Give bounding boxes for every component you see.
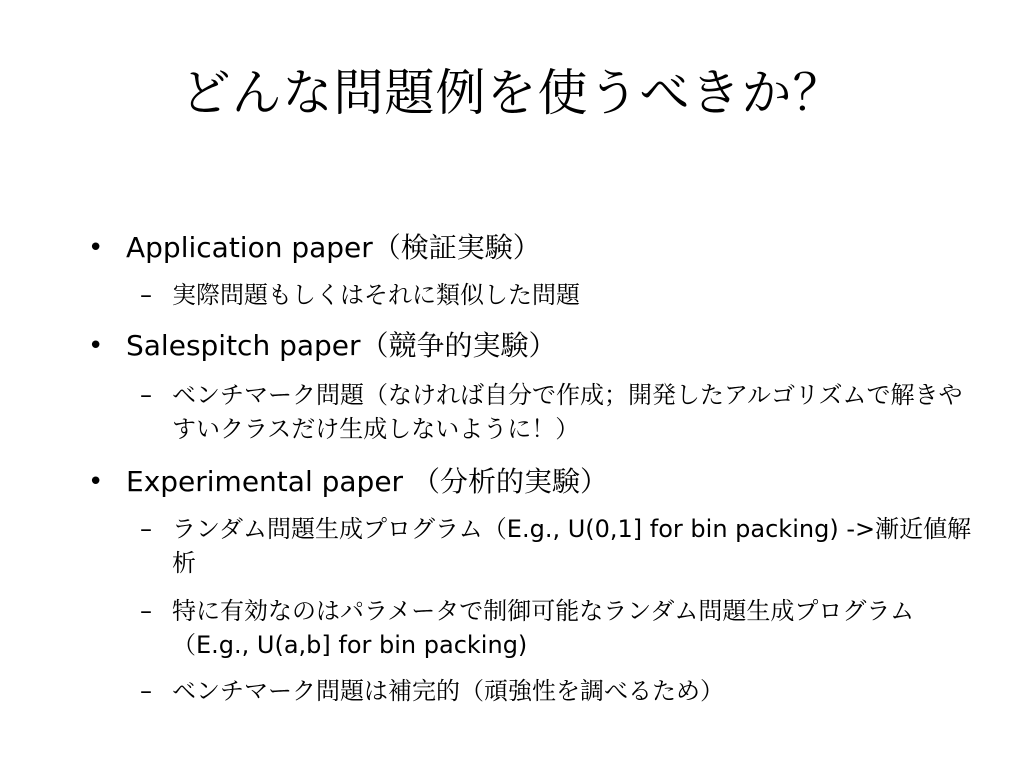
slide-title: どんな問題例を使うべきか？: [180, 64, 844, 122]
bullet-text: Experimental paper （分析的実験）: [126, 465, 608, 498]
bullet-text: Salespitch paper（競争的実験）: [126, 329, 557, 362]
sub-bullet-benchmark-complementary: [140, 674, 982, 708]
sub-bullet-text: ベンチマーク問題は補完的（頑強性を調べるため）: [172, 677, 724, 705]
sub-bullet-marker: –: [140, 515, 152, 543]
sub-bullet-marker: –: [140, 281, 152, 309]
sub-bullet-marker: –: [140, 597, 152, 625]
sub-bullet-text: ベンチマーク問題（なければ自分で作成；開発したアルゴリズムで解きやすいクラスだけ生成しないように！）: [172, 381, 963, 443]
sub-bullet-marker: –: [140, 381, 152, 409]
bullet-text: Application paper（検証実験）: [126, 231, 541, 264]
sub-bullet-text: 実際問題もしくはそれに類似した問題: [172, 281, 580, 309]
sub-bullet-random-generator: [140, 512, 982, 580]
sub-bullet-benchmark: [140, 378, 982, 446]
sub-bullet-parameterized-generator: [140, 594, 982, 662]
bullet-marker: •: [88, 233, 104, 263]
sub-bullet-text: 特に有効なのはパラメータで制御可能なランダム問題生成プログラム（E.g., U(a,b] for bin packing): [172, 597, 915, 659]
bullet-marker: •: [88, 467, 104, 497]
sub-bullet-marker: –: [140, 677, 152, 705]
bullet-experimental-paper: [88, 462, 608, 502]
sub-bullet-text: ランダム問題生成プログラム（E.g., U(0,1] for bin packing) ->漸近値解析: [172, 515, 972, 577]
bullet-salespitch-paper: [88, 326, 557, 366]
bullet-application-paper: [88, 228, 541, 268]
bullet-marker: •: [88, 331, 104, 361]
sub-bullet-real-problems: [140, 278, 982, 312]
